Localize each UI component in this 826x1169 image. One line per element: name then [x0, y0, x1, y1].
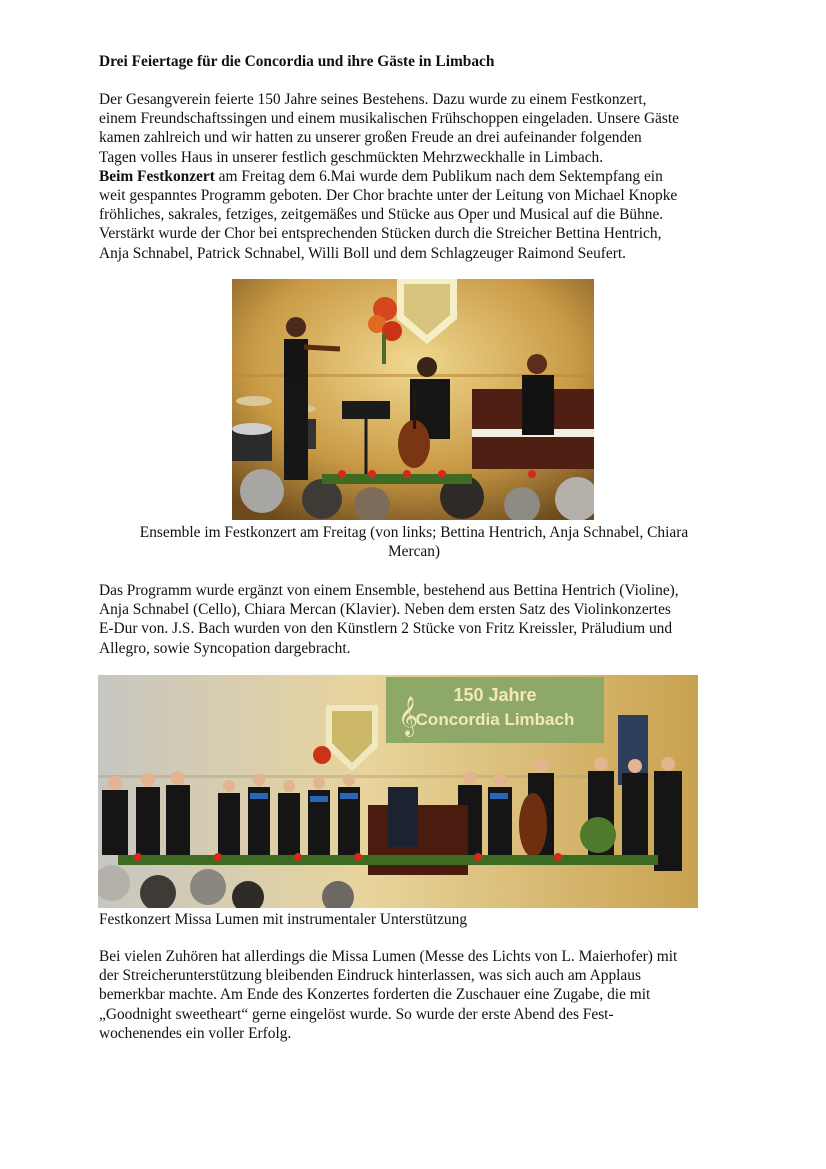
text-line: fröhliches, sakrales, fetziges, zeitgemäßes und Stücke aus Oper und Musical auf die Bühne.	[99, 206, 664, 224]
caption-line: Ensemble im Festkonzert am Freitag (von links; Bettina Hentrich, Anja Schnabel, Chiara	[139, 524, 689, 541]
caption-line: Mercan)	[387, 543, 441, 561]
text-line	[99, 167, 739, 186]
text-line: der Streicherunterstützung bleibenden Eindruck hinterlassen, was sich auch am Applaus	[99, 967, 641, 985]
choir-photo-caption: Festkonzert Missa Lumen mit instrumentaler Unterstützung	[99, 911, 468, 928]
closing-paragraph	[99, 947, 739, 1043]
program-paragraph	[99, 581, 739, 658]
text-line: einem Freundschaftssingen und einem musikalischen Frühschoppen eingeladen. Unsere Gäste	[99, 110, 679, 128]
text-line: Verstärkt wurde der Chor bei entsprechenden Stücken durch die Streicher Bettina Hentrich,	[99, 225, 662, 243]
svg-text:𝄞: 𝄞	[398, 696, 419, 736]
text-line: Das Programm wurde ergänzt von einem Ensemble, bestehend aus Bettina Hentrich (Violine),	[99, 582, 679, 599]
banner-text-line2: Concordia Limbach	[415, 710, 575, 729]
banner-text-line1: 150 Jahre	[453, 685, 537, 705]
article-title: Drei Feiertage für die Concordia und ihre Gäste in Limbach	[99, 53, 495, 70]
text-line: Der Gesangverein feierte 150 Jahre seines Bestehens. Dazu wurde zu einem Festkonzert,	[99, 91, 647, 108]
text-line: Bei vielen Zuhören hat allerdings die Missa Lumen (Messe des Lichts von L. Maierhofer) mit	[99, 948, 678, 965]
text-line: Allegro, sowie Syncopation dargebracht.	[99, 639, 351, 657]
intro-paragraph	[99, 90, 739, 263]
text-line: Anja Schnabel, Patrick Schnabel, Willi Boll und dem Schlagzeuger Raimond Seufert.	[99, 244, 626, 262]
text-line: Tagen volles Haus in unserer festlich geschmückten Mehrzweckhalle in Limbach.	[99, 148, 604, 166]
text-line: kamen zahlreich und wir hatten zu unserer großen Freude an drei aufeinander folgenden	[99, 129, 642, 147]
ensemble-photo	[232, 279, 594, 520]
choir-photo	[98, 675, 698, 908]
text-line: Anja Schnabel (Cello), Chiara Mercan (Klavier). Neben dem ersten Satz des Violinkonzertes	[99, 601, 671, 619]
bold-lead: Beim Festkonzert	[99, 167, 215, 185]
text-line: „Goodnight sweetheart“ gerne eingelöst wurde. So wurde der erste Abend des Fest-	[99, 1005, 614, 1023]
text-line: weit gespanntes Programm geboten. Der Chor brachte unter der Leitung von Michael Knopke	[99, 186, 678, 204]
text-fragment: am Freitag dem 6.Mai wurde dem Publikum nach dem Sektempfang ein	[214, 167, 663, 185]
text-line: wochenendes ein voller Erfolg.	[99, 1024, 292, 1042]
text-line: bemerkbar machte. Am Ende des Konzertes forderten die Zuschauer eine Zugabe, die mit	[99, 986, 651, 1004]
ensemble-photo-caption	[99, 523, 729, 561]
text-line: E-Dur von. J.S. Bach wurden von den Künstlern 2 Stücke von Fritz Kreissler, Präludium und	[99, 620, 673, 638]
